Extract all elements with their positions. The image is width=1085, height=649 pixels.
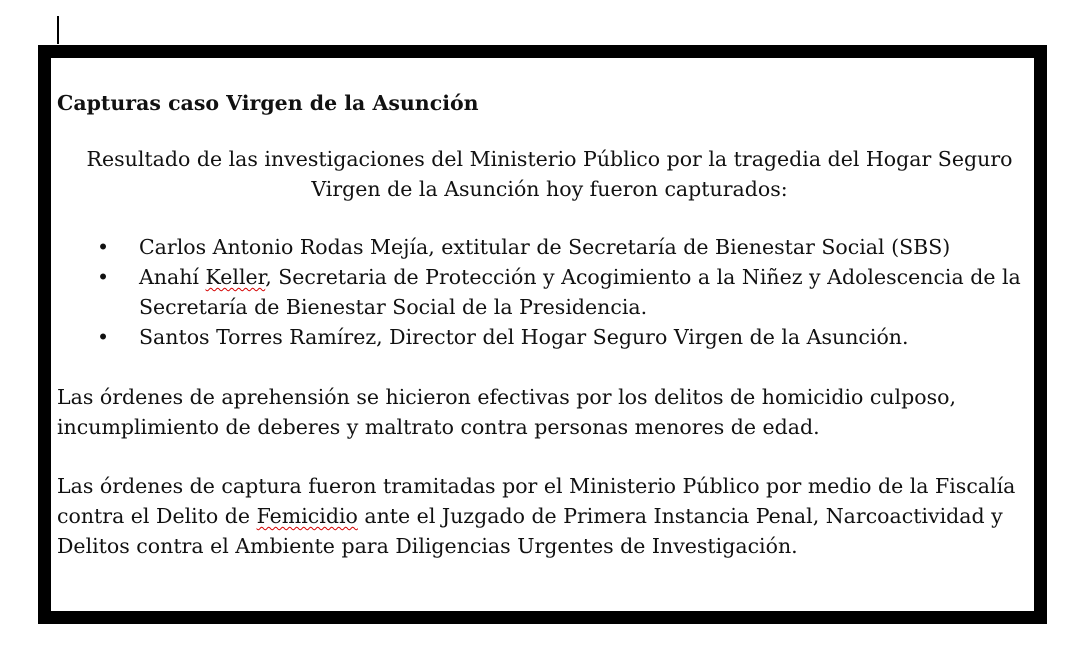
document-title: Capturas caso Virgen de la Asunción	[57, 91, 479, 115]
document-body[interactable]	[57, 88, 1042, 561]
paragraph-text-before: Las órdenes de captura fueron tramitadas por el Ministerio Público por medio de la Fiscalía contra el Delito de	[57, 474, 1016, 528]
list-item-suffix: , Secretaria de Protección y Acogimiento a la Niñez y Adolescencia de la Secretaría de Bienestar Social de la Presidencia.	[139, 265, 1021, 319]
list-item-text: Carlos Antonio Rodas Mejía, extitular de Secretaría de Bienestar Social (SBS)	[139, 235, 951, 259]
list-item	[57, 262, 1042, 322]
list-item	[57, 322, 1042, 352]
apprehension-paragraph: Las órdenes de aprehensión se hicieron efectivas por los delitos de homicidio culposo, incumplimiento de deberes y maltrato contra personas menores de edad.	[57, 385, 956, 439]
list-item-prefix: Anahí	[139, 265, 206, 289]
list-item	[57, 232, 1042, 262]
spellcheck-flagged-word[interactable]: Femicidio	[256, 504, 358, 528]
bullet-icon: •	[96, 235, 110, 259]
text-cursor	[57, 16, 59, 44]
spellcheck-flagged-word[interactable]: Keller	[205, 265, 266, 289]
bordered-text-box[interactable]	[38, 45, 1047, 624]
bullet-icon: •	[96, 325, 110, 349]
list-item-text	[139, 265, 1021, 319]
bullet-icon: •	[96, 265, 110, 289]
intro-paragraph: Resultado de las investigaciones del Ministerio Público por la tragedia del Hogar Seguro Virgen de la Asunción hoy fueron capturados:	[86, 147, 1013, 201]
capture-orders-paragraph	[57, 471, 1042, 561]
captured-list	[57, 232, 1042, 352]
paragraph-text-after: ante el Juzgado de Primera Instancia Penal, Narcoactividad y Delitos contra el Ambiente para Diligencias Urgentes de Investigación.	[57, 504, 1003, 558]
list-item-text: Santos Torres Ramírez, Director del Hogar Seguro Virgen de la Asunción.	[139, 325, 909, 349]
